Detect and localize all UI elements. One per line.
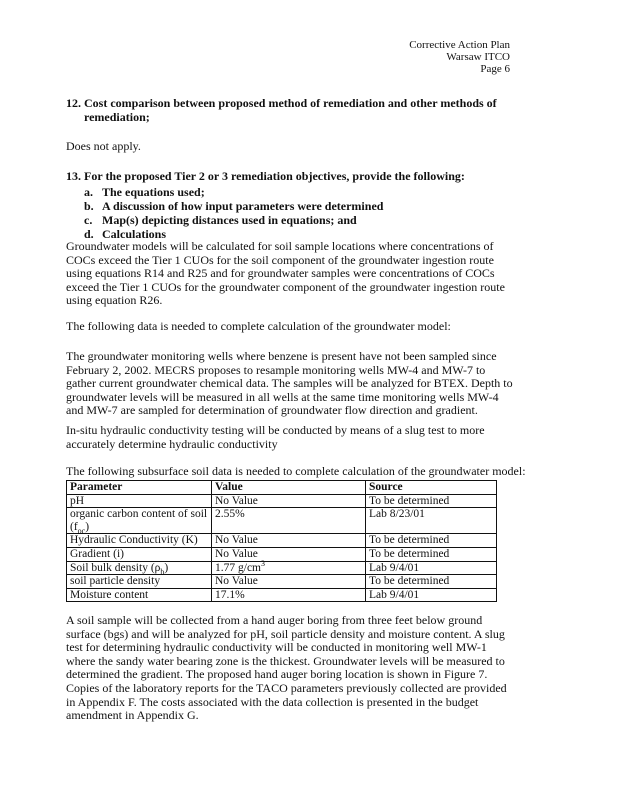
cell-parameter: Hydraulic Conductivity (K)	[67, 534, 212, 548]
param-end: )	[164, 561, 169, 574]
list-text: Calculations	[102, 227, 167, 241]
value-text: 1.77 g/cm	[215, 561, 261, 574]
cell-value: No Value	[212, 575, 366, 589]
list-text: Map(s) depicting distances used in equations; and	[102, 213, 357, 227]
header-source: Source	[366, 481, 497, 495]
table-header-row	[67, 481, 497, 495]
list-item	[84, 200, 383, 214]
table-row	[67, 494, 497, 508]
list-item	[84, 186, 205, 200]
section-13-items	[0, 186, 619, 246]
cell-value: 17.1%	[212, 588, 366, 602]
section-13-heading: 13. For the proposed Tier 2 or 3 remediation objectives, provide the following:	[66, 169, 465, 183]
header-doc-title: Corrective Action Plan	[409, 39, 510, 51]
cell-source: To be determined	[366, 534, 497, 548]
paragraph-groundwater-models: Groundwater models will be calculated for soil sample locations where concentrations of COCs exceed the Tier 1 CUOs for the soil component of the groundwater ingestion route using equations R14 and R25 and for groundwater samples were concentrations of COCs exceed the Tier 1 CUOs for the groundwater component of the groundwater ingestion route using equation R26.	[66, 239, 505, 308]
header-site: Warsaw ITCO	[446, 51, 510, 63]
header-parameter: Parameter	[67, 481, 212, 495]
header-value: Value	[212, 481, 366, 495]
cell-parameter	[67, 561, 212, 575]
cell-value: 2.55%	[212, 508, 366, 534]
list-text: The equations used;	[102, 185, 205, 199]
list-text: A discussion of how input parameters were determined	[102, 199, 384, 213]
cell-value	[212, 558, 366, 575]
cell-value: No Value	[212, 534, 366, 548]
page-header	[409, 39, 510, 75]
list-label: d.	[84, 227, 94, 241]
cell-source: To be determined	[366, 547, 497, 561]
section-12-heading-line2: remediation;	[84, 109, 150, 124]
param-subscript: oc	[77, 526, 86, 536]
paragraph-data-needed: The following data is needed to complete calculation of the groundwater model:	[66, 319, 451, 333]
cell-parameter: Moisture content	[67, 588, 212, 602]
cell-source: Lab 9/4/01	[366, 561, 497, 575]
header-page-number: Page 6	[480, 63, 510, 75]
param-text: organic carbon content of soil (f	[70, 508, 208, 533]
table-row	[67, 547, 497, 561]
list-label: a.	[84, 185, 93, 199]
table-row	[67, 588, 497, 602]
paragraph-monitoring-wells: The groundwater monitoring wells where benzene is present have not been sampled since February 2, 2002. MECRS proposes to resample monitoring wells MW-4 and MW-7 to gather current groundwater chemical data. The samples will be analyzed for BTEX. Depth to groundwater levels will be measured in all wells at the same time monitoring wells MW-4 and MW-7 are sampled for determination of groundwater flow direction and gradient.	[66, 349, 513, 418]
paragraph-slug-test: In-situ hydraulic conductivity testing will be conducted by means of a slug test to more accurately determine hydraulic conductivity	[66, 423, 485, 451]
list-label: b.	[84, 199, 94, 213]
section-12-body: Does not apply.	[66, 139, 141, 153]
param-subscript: b	[160, 566, 165, 576]
cell-value: No Value	[212, 494, 366, 508]
cell-parameter: soil particle density	[67, 575, 212, 589]
cell-source: Lab 8/23/01	[366, 508, 497, 534]
param-text: Soil bulk density (ρ	[70, 561, 161, 574]
soil-data-table	[66, 480, 497, 602]
param-end: )	[85, 520, 90, 533]
cell-source: Lab 9/4/01	[366, 588, 497, 602]
table-row	[67, 508, 497, 534]
cell-value: No Value	[212, 547, 366, 561]
list-item	[84, 214, 357, 228]
table-row	[67, 534, 497, 548]
table-row	[67, 561, 497, 575]
value-superscript: 3	[261, 558, 265, 568]
cell-parameter	[67, 508, 212, 534]
list-label: c.	[84, 213, 93, 227]
paragraph-soil-sample: A soil sample will be collected from a hand auger boring from three feet below ground surface (bgs) and will be analyzed for pH, soil particle density and moisture content. A slug test for determining hydraulic conductivity will be conducted in monitoring well MW-1 where the sandy water bearing zone is the thickest. Groundwater levels will be measured to determined the gradient. The proposed hand auger boring location is shown in Figure 7. Copies of the laboratory reports for the TACO parameters previously collected are provided in Appendix F. The costs associated with the data collection is presented in the budget amendment in Appendix G.	[66, 613, 507, 723]
section-12-heading-line1: 12. Cost comparison between proposed method of remediation and other methods of	[66, 96, 497, 110]
cell-source: To be determined	[366, 494, 497, 508]
table-caption: The following subsurface soil data is needed to complete calculation of the groundwater model:	[66, 464, 526, 478]
cell-parameter: pH	[67, 494, 212, 508]
cell-parameter: Gradient (i)	[67, 547, 212, 561]
cell-source: To be determined	[366, 575, 497, 589]
table-row	[67, 575, 497, 589]
section-12-heading	[66, 97, 497, 124]
